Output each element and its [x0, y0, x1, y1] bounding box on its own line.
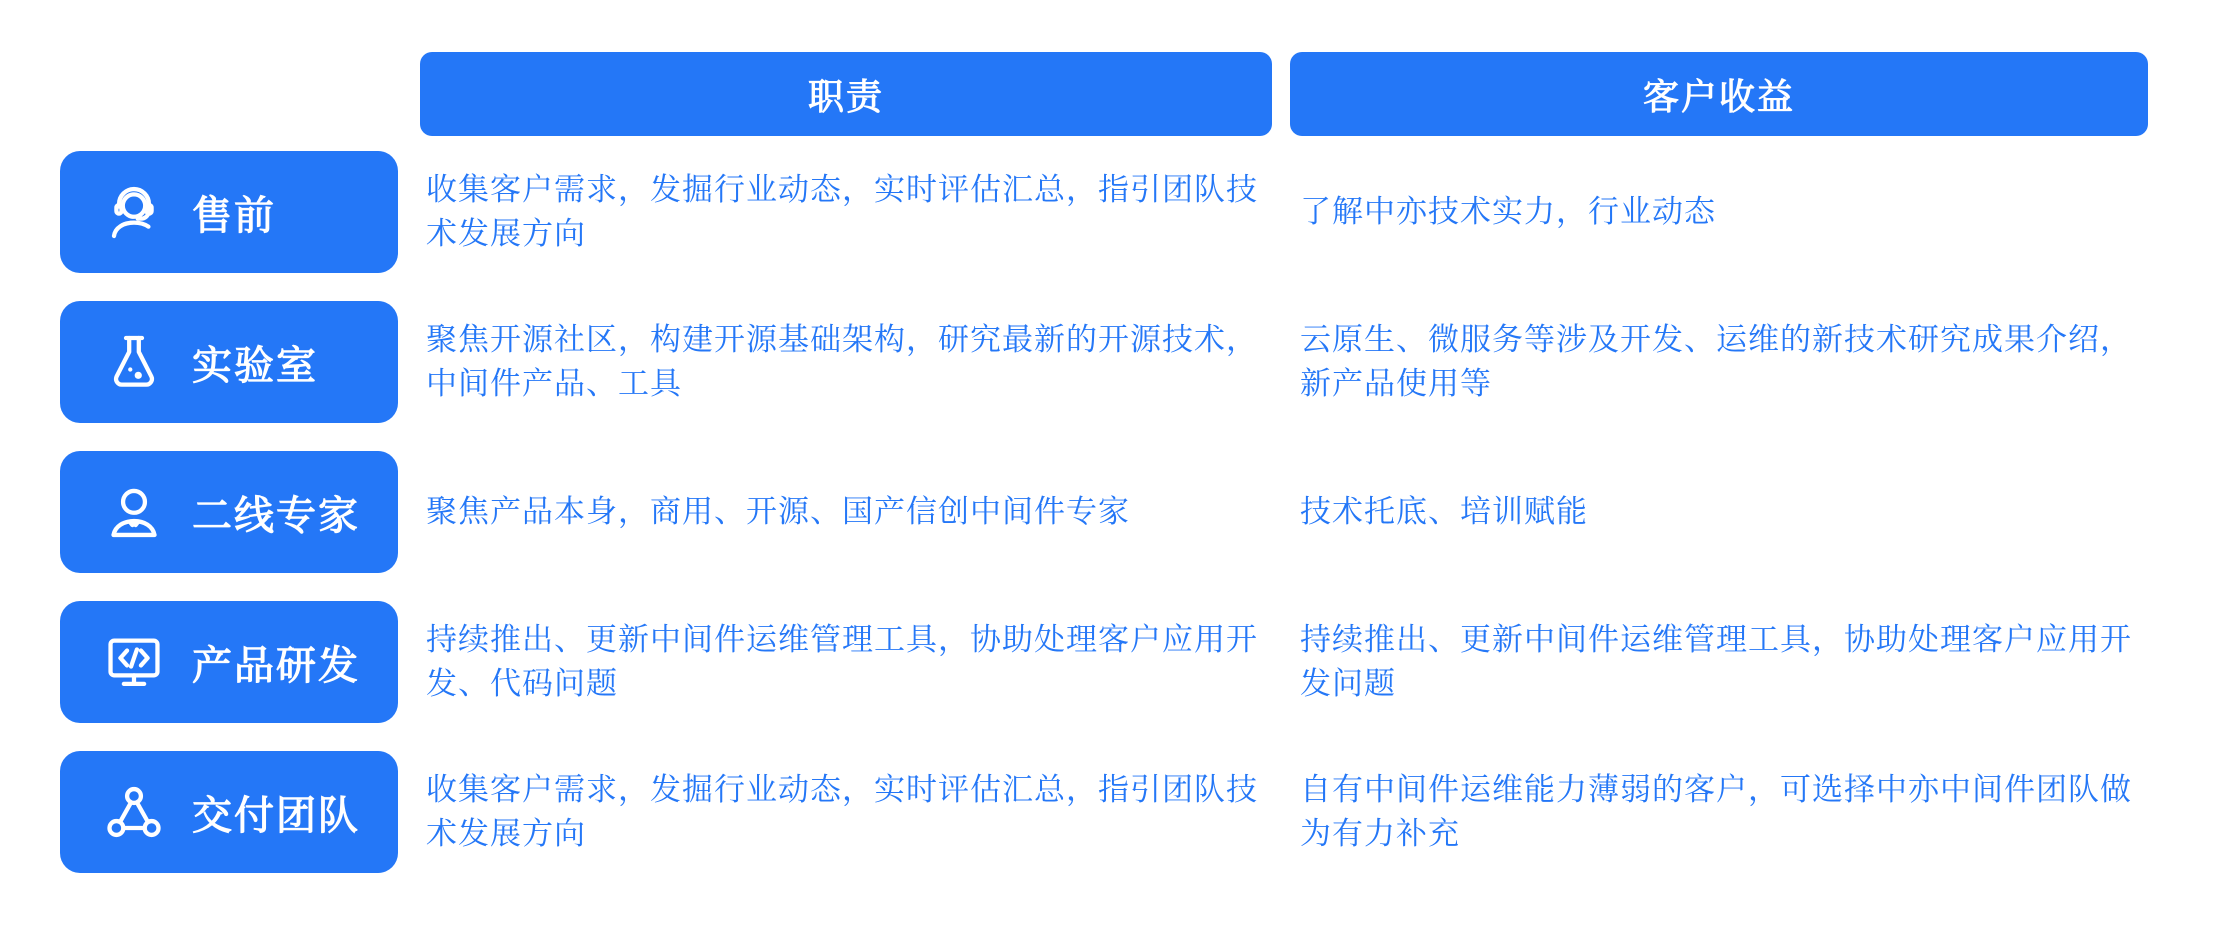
header-row — [60, 52, 2217, 136]
expert-person-icon — [102, 480, 166, 544]
flask-icon — [102, 330, 166, 394]
role-label: 交付团队 — [192, 793, 360, 838]
role-label: 二线专家 — [192, 493, 360, 538]
table-row — [60, 151, 2217, 273]
responsibility-cell: 收集客户需求，发掘行业动态，实时评估汇总，指引团队技术发展方向 — [426, 772, 1258, 851]
benefit-cell: 持续推出、更新中间件运维管理工具，协助处理客户应用开发问题 — [1300, 622, 2132, 701]
table-row — [60, 751, 2217, 873]
benefit-cell: 技术托底、培训赋能 — [1300, 494, 1588, 529]
role-pill-delivery — [60, 751, 398, 873]
column-header-responsibility: 职责 — [420, 52, 1272, 136]
network-nodes-icon — [102, 780, 166, 844]
responsibility-cell: 聚焦开源社区，构建开源基础架构，研究最新的开源技术，中间件产品、工具 — [426, 322, 1258, 401]
role-pill-rnd — [60, 601, 398, 723]
headset-agent-icon — [102, 180, 166, 244]
header-spacer — [60, 52, 398, 136]
role-pill-expert — [60, 451, 398, 573]
benefit-cell: 自有中间件运维能力薄弱的客户，可选择中亦中间件团队做为有力补充 — [1300, 772, 2132, 851]
responsibility-cell: 持续推出、更新中间件运维管理工具，协助处理客户应用开发、代码问题 — [426, 622, 1258, 701]
responsibility-cell: 收集客户需求，发掘行业动态，实时评估汇总，指引团队技术发展方向 — [426, 172, 1258, 251]
benefit-cell: 了解中亦技术实力，行业动态 — [1300, 194, 1716, 229]
responsibility-cell: 聚焦产品本身，商用、开源、国产信创中间件专家 — [426, 494, 1130, 529]
table-row — [60, 451, 2217, 573]
role-pill-lab — [60, 301, 398, 423]
table-row — [60, 601, 2217, 723]
benefit-cell: 云原生、微服务等涉及开发、运维的新技术研究成果介绍，新产品使用等 — [1300, 322, 2132, 401]
role-label: 实验室 — [192, 343, 318, 388]
role-label: 售前 — [192, 193, 276, 238]
monitor-code-icon — [102, 630, 166, 694]
role-label: 产品研发 — [192, 643, 360, 688]
column-header-benefit: 客户收益 — [1290, 52, 2148, 136]
role-pill-presales — [60, 151, 398, 273]
table-row — [60, 301, 2217, 423]
